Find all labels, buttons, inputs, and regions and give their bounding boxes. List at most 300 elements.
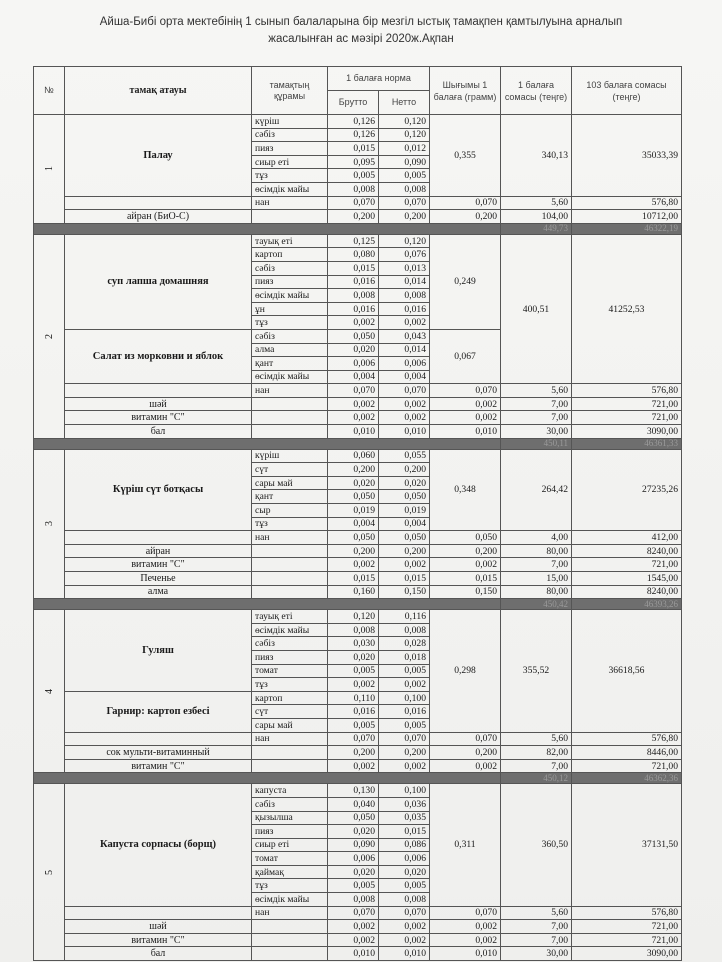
netto-value: 0,014 [379, 343, 430, 357]
extra-ingredient [252, 947, 328, 961]
section-total-sum: 46393,26 [572, 599, 682, 610]
netto-value: 0,015 [379, 825, 430, 839]
yield-value: 0,348 [430, 449, 501, 531]
netto-value: 0,035 [379, 811, 430, 825]
netto-value: 0,018 [379, 650, 430, 664]
netto-value: 0,019 [379, 504, 430, 518]
netto-value: 0,002 [379, 558, 430, 572]
price-total: 36618,56 [572, 610, 682, 732]
ingredient-name: сәбіз [252, 797, 328, 811]
extra-row [34, 906, 682, 920]
yield-value: 0,150 [430, 585, 501, 599]
ingredient-name: сиыр еті [252, 838, 328, 852]
ingredient-name: сәбіз [252, 261, 328, 275]
section-index [34, 784, 65, 961]
ingredient-name: тұз [252, 678, 328, 692]
section-index-label: 5 [43, 869, 55, 875]
netto-value: 0,020 [379, 476, 430, 490]
brutto-value: 0,200 [328, 746, 379, 760]
price-total: 412,00 [572, 531, 682, 545]
yield-value: 0,249 [430, 234, 501, 329]
brutto-value: 0,010 [328, 425, 379, 439]
netto-value: 0,002 [379, 920, 430, 934]
price-per-child: 7,00 [501, 759, 572, 773]
ingredient-name: сиыр еті [252, 155, 328, 169]
extra-row [34, 572, 682, 586]
ingredient-name: сәбіз [252, 329, 328, 343]
netto-value: 0,050 [379, 490, 430, 504]
netto-value: 0,076 [379, 248, 430, 262]
price-total: 8446,00 [572, 746, 682, 760]
brutto-value: 0,110 [328, 691, 379, 705]
brutto-value: 0,016 [328, 705, 379, 719]
extra-dish-name: витамин "С" [65, 759, 252, 773]
extra-dish-name [65, 732, 252, 746]
price-per-child: 7,00 [501, 933, 572, 947]
brutto-value: 0,002 [328, 759, 379, 773]
brutto-value: 0,070 [328, 906, 379, 920]
ingredient-name: күріш [252, 449, 328, 463]
header-price-per-child: 1 балаға сомасы (теңге) [501, 67, 572, 115]
price-total: 721,00 [572, 411, 682, 425]
extra-ingredient: нан [252, 531, 328, 545]
brutto-value: 0,016 [328, 275, 379, 289]
yield-value: 0,070 [430, 196, 501, 210]
extra-ingredient [252, 544, 328, 558]
netto-value: 0,016 [379, 302, 430, 316]
netto-value: 0,002 [379, 759, 430, 773]
netto-value: 0,116 [379, 610, 430, 624]
netto-value: 0,043 [379, 329, 430, 343]
netto-value: 0,120 [379, 234, 430, 248]
ingredient-name: тауық еті [252, 610, 328, 624]
yield-value: 0,002 [430, 933, 501, 947]
netto-value: 0,002 [379, 678, 430, 692]
brutto-value: 0,020 [328, 343, 379, 357]
netto-value: 0,008 [379, 893, 430, 907]
brutto-value: 0,050 [328, 531, 379, 545]
brutto-value: 0,126 [328, 115, 379, 129]
ingredient-name: сәбіз [252, 128, 328, 142]
extra-row [34, 933, 682, 947]
netto-value: 0,150 [379, 585, 430, 599]
netto-value: 0,200 [379, 544, 430, 558]
section-index [34, 610, 65, 773]
price-per-child: 4,00 [501, 531, 572, 545]
ingredient-name: өсімдік майы [252, 893, 328, 907]
netto-value: 0,012 [379, 142, 430, 156]
header-brutto: Брутто [328, 91, 379, 115]
total-filler [34, 438, 501, 449]
section-index [34, 449, 65, 599]
yield-value: 0,067 [430, 329, 501, 383]
extra-dish-name: айран [65, 544, 252, 558]
section-index-label: 3 [43, 521, 55, 527]
dish-name: Палау [65, 115, 252, 197]
header-norm: 1 балаға норма [328, 67, 430, 91]
brutto-value: 0,008 [328, 182, 379, 196]
brutto-value: 0,020 [328, 825, 379, 839]
netto-value: 0,016 [379, 705, 430, 719]
header-dish: тамақ атауы [65, 67, 252, 115]
extra-row [34, 397, 682, 411]
price-per-child: 80,00 [501, 544, 572, 558]
yield-value: 0,200 [430, 746, 501, 760]
netto-value: 0,100 [379, 784, 430, 798]
brutto-value: 0,015 [328, 261, 379, 275]
extra-ingredient: нан [252, 384, 328, 398]
price-per-child: 7,00 [501, 558, 572, 572]
brutto-value: 0,015 [328, 142, 379, 156]
netto-value: 0,006 [379, 852, 430, 866]
brutto-value: 0,015 [328, 572, 379, 586]
ingredient-name: қант [252, 490, 328, 504]
brutto-value: 0,004 [328, 370, 379, 384]
price-total: 8240,00 [572, 585, 682, 599]
extra-ingredient [252, 411, 328, 425]
price-total: 721,00 [572, 558, 682, 572]
netto-value: 0,002 [379, 397, 430, 411]
extra-dish-name: шәй [65, 397, 252, 411]
brutto-value: 0,008 [328, 289, 379, 303]
yield-value: 0,050 [430, 531, 501, 545]
section-index [34, 234, 65, 438]
section-total-sum: 46362,36 [572, 773, 682, 784]
brutto-value: 0,020 [328, 865, 379, 879]
section-total-row [34, 438, 682, 449]
ingredient-name: тұз [252, 169, 328, 183]
brutto-value: 0,125 [328, 234, 379, 248]
extra-ingredient [252, 759, 328, 773]
price-per-child: 15,00 [501, 572, 572, 586]
price-per-child: 5,60 [501, 906, 572, 920]
brutto-value: 0,130 [328, 784, 379, 798]
brutto-value: 0,005 [328, 169, 379, 183]
price-per-child: 400,51 [501, 234, 572, 384]
section-total-row [34, 599, 682, 610]
dish-name: Капуста сорпасы (борщ) [65, 784, 252, 906]
price-total: 721,00 [572, 920, 682, 934]
brutto-value: 0,060 [328, 449, 379, 463]
extra-dish-name: витамин "С" [65, 558, 252, 572]
netto-value: 0,200 [379, 210, 430, 224]
brutto-value: 0,050 [328, 329, 379, 343]
extra-ingredient: нан [252, 906, 328, 920]
header-composition: тамақтың құрамы [252, 67, 328, 115]
yield-value: 0,298 [430, 610, 501, 732]
yield-value: 0,002 [430, 558, 501, 572]
netto-value: 0,010 [379, 425, 430, 439]
extra-dish-name [65, 906, 252, 920]
extra-dish-name: айран (БиО-С) [65, 210, 252, 224]
ingredient-name: күріш [252, 115, 328, 129]
netto-value: 0,010 [379, 947, 430, 961]
netto-value: 0,100 [379, 691, 430, 705]
extra-row [34, 210, 682, 224]
brutto-value: 0,010 [328, 947, 379, 961]
price-per-child: 355,52 [501, 610, 572, 732]
yield-value: 0,002 [430, 397, 501, 411]
section-index-label: 4 [43, 688, 55, 694]
menu-table-body [34, 115, 682, 961]
brutto-value: 0,005 [328, 718, 379, 732]
extra-ingredient [252, 558, 328, 572]
header-yield: Шығымы 1 балаға (грамм) [430, 67, 501, 115]
yield-value: 0,070 [430, 384, 501, 398]
extra-row [34, 544, 682, 558]
section-total-price: 450,11 [501, 438, 572, 449]
ingredient-name: тұз [252, 879, 328, 893]
extra-ingredient [252, 585, 328, 599]
section-total-row [34, 773, 682, 784]
dish-name: Гарнир: картоп езбесі [65, 691, 252, 732]
brutto-value: 0,004 [328, 517, 379, 531]
price-per-child: 30,00 [501, 425, 572, 439]
ingredient-name: сыр [252, 504, 328, 518]
yield-value: 0,355 [430, 115, 501, 197]
brutto-value: 0,070 [328, 384, 379, 398]
ingredient-name: ұн [252, 302, 328, 316]
yield-value: 0,311 [430, 784, 501, 906]
price-per-child: 7,00 [501, 397, 572, 411]
netto-value: 0,055 [379, 449, 430, 463]
brutto-value: 0,126 [328, 128, 379, 142]
extra-row [34, 759, 682, 773]
netto-value: 0,008 [379, 182, 430, 196]
netto-value: 0,120 [379, 115, 430, 129]
extra-row [34, 411, 682, 425]
yield-value: 0,010 [430, 425, 501, 439]
netto-value: 0,004 [379, 517, 430, 531]
extra-dish-name: алма [65, 585, 252, 599]
yield-value: 0,200 [430, 210, 501, 224]
ingredient-name: томат [252, 664, 328, 678]
netto-value: 0,005 [379, 664, 430, 678]
brutto-value: 0,008 [328, 623, 379, 637]
extra-row [34, 732, 682, 746]
price-total: 576,80 [572, 384, 682, 398]
ingredient-name: сары май [252, 718, 328, 732]
ingredient-name: тұз [252, 316, 328, 330]
brutto-value: 0,030 [328, 637, 379, 651]
extra-row [34, 947, 682, 961]
ingredient-row [34, 234, 682, 248]
extra-dish-name: бал [65, 425, 252, 439]
price-per-child: 5,60 [501, 196, 572, 210]
brutto-value: 0,002 [328, 558, 379, 572]
price-total: 721,00 [572, 933, 682, 947]
brutto-value: 0,070 [328, 732, 379, 746]
price-per-child: 340,13 [501, 115, 572, 197]
brutto-value: 0,008 [328, 893, 379, 907]
netto-value: 0,020 [379, 865, 430, 879]
ingredient-name: алма [252, 343, 328, 357]
netto-value: 0,070 [379, 732, 430, 746]
price-per-child: 360,50 [501, 784, 572, 906]
extra-row [34, 558, 682, 572]
section-total-price: 450,42 [501, 599, 572, 610]
price-total: 8240,00 [572, 544, 682, 558]
brutto-value: 0,019 [328, 504, 379, 518]
extra-row [34, 384, 682, 398]
price-per-child: 7,00 [501, 411, 572, 425]
section-index-label: 2 [43, 333, 55, 339]
price-per-child: 7,00 [501, 920, 572, 934]
price-total: 10712,00 [572, 210, 682, 224]
brutto-value: 0,005 [328, 879, 379, 893]
extra-dish-name: бал [65, 947, 252, 961]
yield-value: 0,015 [430, 572, 501, 586]
yield-value: 0,070 [430, 732, 501, 746]
dish-name: Салат из морковни и яблок [65, 329, 252, 383]
ingredient-name: қант [252, 357, 328, 371]
document-title [0, 14, 722, 48]
netto-value: 0,036 [379, 797, 430, 811]
ingredient-name: тұз [252, 517, 328, 531]
brutto-value: 0,002 [328, 411, 379, 425]
yield-value: 0,010 [430, 947, 501, 961]
price-per-child: 82,00 [501, 746, 572, 760]
price-total: 576,80 [572, 196, 682, 210]
extra-row [34, 196, 682, 210]
netto-value: 0,002 [379, 316, 430, 330]
ingredient-name: тауық еті [252, 234, 328, 248]
brutto-value: 0,002 [328, 933, 379, 947]
brutto-value: 0,200 [328, 210, 379, 224]
section-total-row [34, 223, 682, 234]
extra-dish-name: витамин "С" [65, 411, 252, 425]
total-filler [34, 599, 501, 610]
netto-value: 0,002 [379, 411, 430, 425]
brutto-value: 0,002 [328, 397, 379, 411]
price-total: 35033,39 [572, 115, 682, 197]
extra-dish-name: витамин "С" [65, 933, 252, 947]
price-total: 37131,50 [572, 784, 682, 906]
price-total: 27235,26 [572, 449, 682, 531]
netto-value: 0,120 [379, 128, 430, 142]
ingredient-name: қызылша [252, 811, 328, 825]
extra-ingredient [252, 397, 328, 411]
brutto-value: 0,200 [328, 544, 379, 558]
brutto-value: 0,200 [328, 463, 379, 477]
dish-name: Гуляш [65, 610, 252, 692]
brutto-value: 0,080 [328, 248, 379, 262]
ingredient-name: өсімдік майы [252, 289, 328, 303]
extra-dish-name: сок мульти-витаминный [65, 746, 252, 760]
price-per-child: 80,00 [501, 585, 572, 599]
section-total-price: 450,12 [501, 773, 572, 784]
brutto-value: 0,090 [328, 838, 379, 852]
total-filler [34, 223, 501, 234]
ingredient-name: картоп [252, 248, 328, 262]
brutto-value: 0,005 [328, 664, 379, 678]
netto-value: 0,013 [379, 261, 430, 275]
extra-ingredient [252, 746, 328, 760]
netto-value: 0,008 [379, 623, 430, 637]
netto-value: 0,070 [379, 906, 430, 920]
brutto-value: 0,160 [328, 585, 379, 599]
yield-value: 0,002 [430, 411, 501, 425]
section-total-price: 449,73 [501, 223, 572, 234]
section-total-sum: 46361,33 [572, 438, 682, 449]
brutto-value: 0,040 [328, 797, 379, 811]
extra-row [34, 531, 682, 545]
ingredient-name: капуста [252, 784, 328, 798]
netto-value: 0,200 [379, 463, 430, 477]
dish-name: суп лапша домашняя [65, 234, 252, 329]
price-total: 3090,00 [572, 947, 682, 961]
price-total: 576,80 [572, 906, 682, 920]
extra-row [34, 746, 682, 760]
ingredient-name: картоп [252, 691, 328, 705]
extra-ingredient [252, 572, 328, 586]
price-total: 721,00 [572, 759, 682, 773]
price-total: 3090,00 [572, 425, 682, 439]
section-total-sum: 46322,19 [572, 223, 682, 234]
extra-dish-name [65, 196, 252, 210]
header-price-total: 103 балаға сомасы (теңге) [572, 67, 682, 115]
brutto-value: 0,006 [328, 357, 379, 371]
price-per-child: 30,00 [501, 947, 572, 961]
brutto-value: 0,006 [328, 852, 379, 866]
total-filler [34, 773, 501, 784]
ingredient-row [34, 449, 682, 463]
extra-row [34, 425, 682, 439]
netto-value: 0,008 [379, 289, 430, 303]
ingredient-row [34, 784, 682, 798]
extra-dish-name [65, 384, 252, 398]
netto-value: 0,005 [379, 169, 430, 183]
brutto-value: 0,070 [328, 196, 379, 210]
extra-ingredient [252, 210, 328, 224]
netto-value: 0,090 [379, 155, 430, 169]
ingredient-row [34, 610, 682, 624]
netto-value: 0,050 [379, 531, 430, 545]
extra-ingredient: нан [252, 732, 328, 746]
brutto-value: 0,050 [328, 811, 379, 825]
price-total: 576,80 [572, 732, 682, 746]
extra-dish-name [65, 531, 252, 545]
brutto-value: 0,120 [328, 610, 379, 624]
netto-value: 0,002 [379, 933, 430, 947]
price-per-child: 264,42 [501, 449, 572, 531]
extra-row [34, 920, 682, 934]
section-index-label: 1 [43, 166, 55, 172]
yield-value: 0,070 [430, 906, 501, 920]
yield-value: 0,200 [430, 544, 501, 558]
price-per-child: 5,60 [501, 384, 572, 398]
ingredient-row [34, 115, 682, 129]
brutto-value: 0,002 [328, 316, 379, 330]
netto-value: 0,005 [379, 718, 430, 732]
extra-dish-name: шәй [65, 920, 252, 934]
brutto-value: 0,020 [328, 650, 379, 664]
netto-value: 0,028 [379, 637, 430, 651]
netto-value: 0,006 [379, 357, 430, 371]
extra-ingredient [252, 933, 328, 947]
brutto-value: 0,002 [328, 920, 379, 934]
extra-ingredient: нан [252, 196, 328, 210]
ingredient-name: сүт [252, 705, 328, 719]
brutto-value: 0,020 [328, 476, 379, 490]
ingredient-name: пияз [252, 825, 328, 839]
header-netto: Нетто [379, 91, 430, 115]
title-line-2: жасалынған ас мәзірі 2020ж.Ақпан [268, 33, 454, 45]
extra-ingredient [252, 920, 328, 934]
ingredient-name: пияз [252, 275, 328, 289]
price-total: 41252,53 [572, 234, 682, 384]
netto-value: 0,014 [379, 275, 430, 289]
